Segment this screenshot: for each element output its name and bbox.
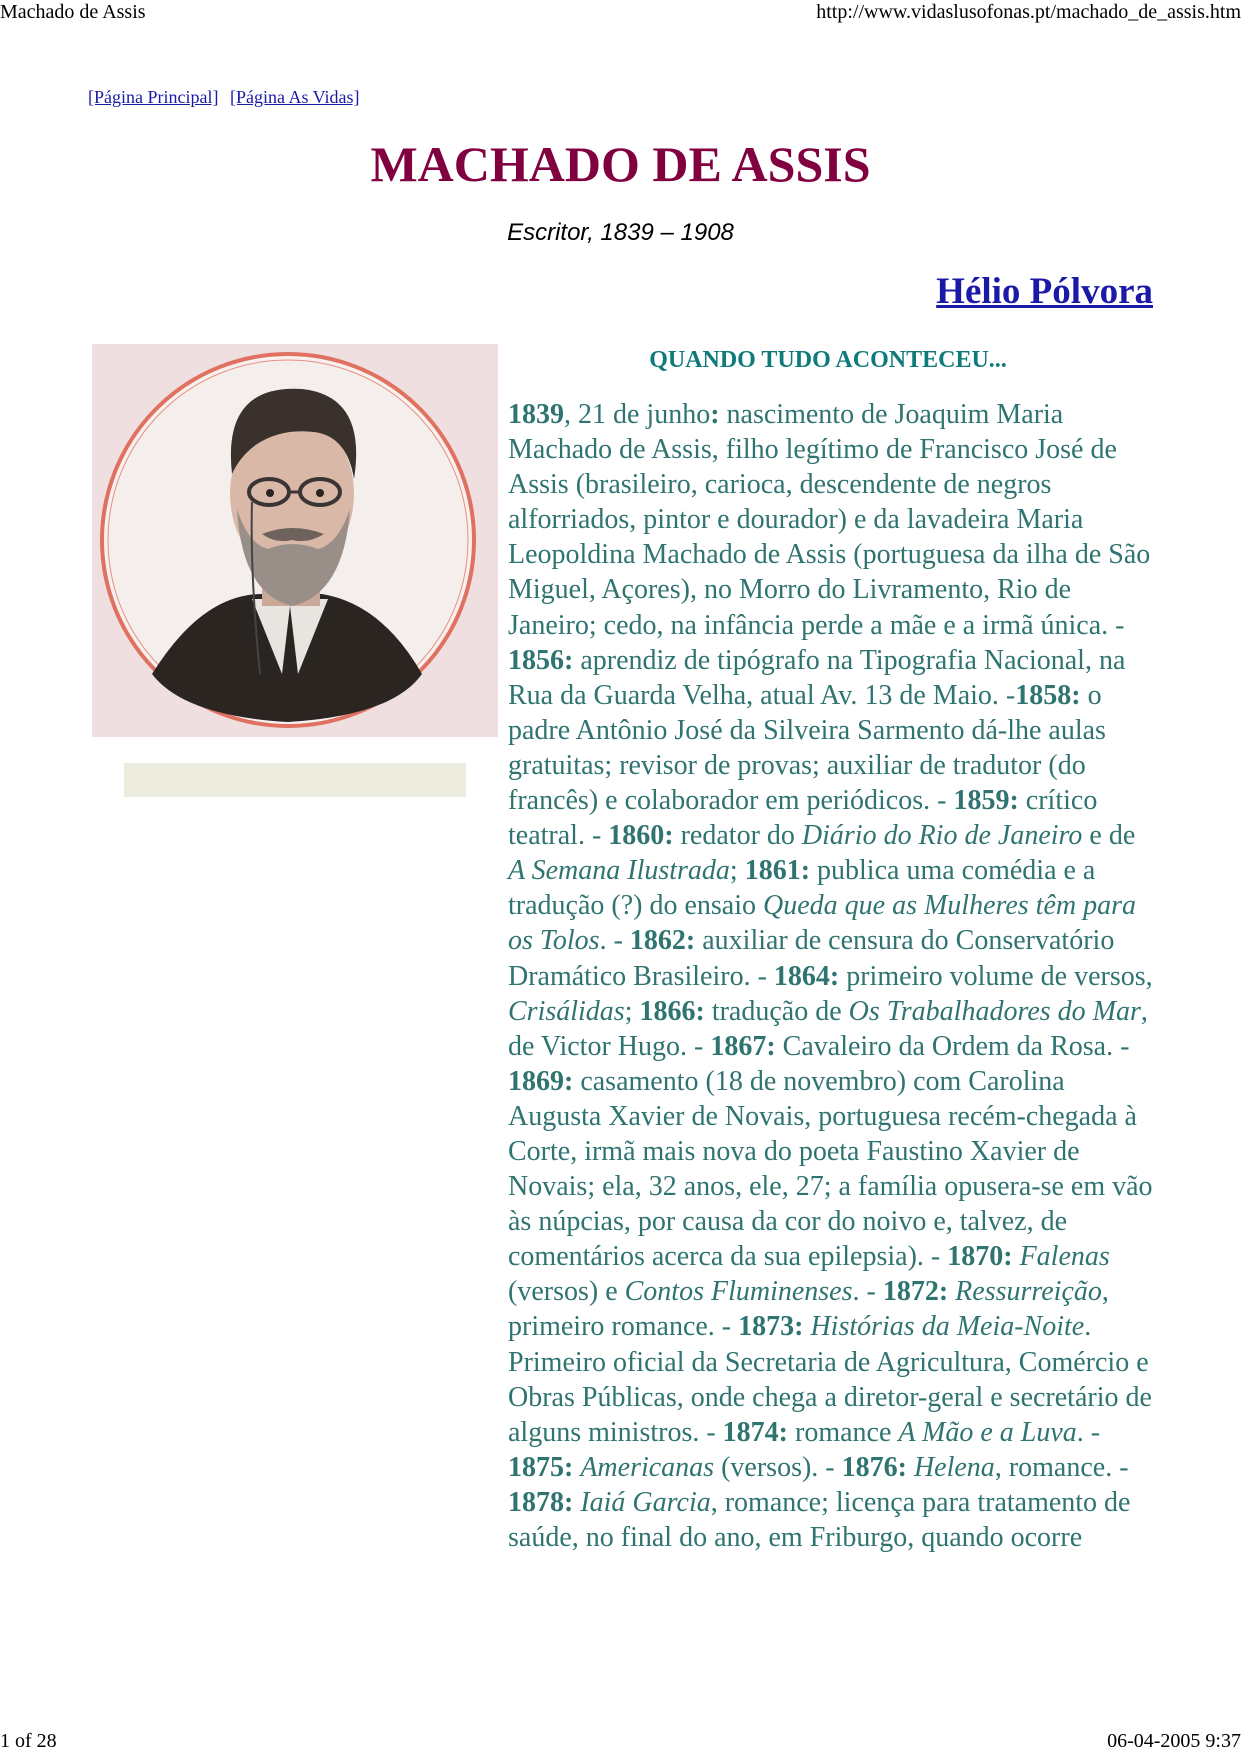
- timeline-year: :: [710, 399, 720, 430]
- print-header-title: Machado de Assis: [0, 1, 146, 23]
- timeline-work-title: Histórias da Meia-Noite: [810, 1311, 1085, 1343]
- timeline-segment: redator do: [673, 820, 802, 852]
- timeline-work-title: Diário do Rio de Janeiro: [801, 820, 1083, 852]
- timeline-segment: , 21 de junho: [564, 399, 711, 430]
- timeline-work-title: Crisálidas: [508, 995, 625, 1027]
- portrait-caption-box: [124, 763, 466, 797]
- timeline-text: [508, 397, 1154, 1555]
- timeline-year: 1878:: [508, 1486, 574, 1518]
- timeline-year: 1874:: [722, 1416, 788, 1448]
- timeline-work-title: Falenas: [1019, 1241, 1110, 1273]
- timeline-work-title: Helena: [913, 1451, 995, 1483]
- timeline-year: 1866:: [639, 995, 705, 1027]
- timeline-segment: nascimento de Joaquim Maria Machado de Assis, filho legítimo de Francisco José de Assis (brasileiro, carioca, descendente de negros alforriados, pintor e dourador) e da lavadeira Maria Leopoldina Machado de Assis (portuguesa da ilha de São Miguel, Açores), no Morro do Livramento, Rio de Janeiro; cedo, na infância perde a mãe e a irmã única. -: [508, 399, 1151, 641]
- timeline-segment: aprendiz de tipógrafo na Tipografia Nacional, na Rua da Guarda Velha, atual Av. 13 de Maio. -: [508, 644, 1126, 711]
- timeline-year: 1873:: [738, 1311, 804, 1343]
- timeline-year: 1864:: [773, 960, 840, 992]
- timeline-year: 1856:: [508, 644, 574, 676]
- timeline-year: 1875:: [508, 1451, 574, 1483]
- timeline-work-title: Queda que as Mulheres têm para os Tolos: [508, 890, 1137, 957]
- timeline-segment: . -: [599, 925, 630, 957]
- timeline-year: 1876:: [841, 1451, 907, 1483]
- timeline-year: 1862:: [629, 925, 696, 957]
- timeline-work-title: Iaiá Garcia: [580, 1486, 711, 1518]
- timeline-year: 1858:: [1015, 679, 1081, 711]
- timeline-segment: (versos). -: [714, 1451, 842, 1483]
- timeline-year: 1867:: [710, 1030, 776, 1062]
- section-heading: QUANDO TUDO ACONTECEU...: [649, 347, 1007, 373]
- author-link[interactable]: Hélio Pólvora: [936, 271, 1153, 312]
- timeline-segment: [1013, 1241, 1020, 1272]
- timeline-year: 1839: [508, 399, 564, 430]
- timeline-work-title: Contos Fluminenses: [624, 1276, 853, 1308]
- timeline-year: 1872:: [882, 1276, 949, 1308]
- nav-link-main-page[interactable]: [Página Principal]: [88, 87, 219, 107]
- timeline-segment: . Primeiro oficial da Secretaria de Agricultura, Comércio e Obras Públicas, onde chega a diretor-geral e secretário de alguns ministros. -: [508, 1311, 1152, 1448]
- timeline-segment: primeiro volume de versos,: [839, 960, 1153, 992]
- timeline-segment: , de Victor Hugo. -: [508, 995, 1148, 1062]
- timeline-segment: , romance. -: [994, 1451, 1129, 1483]
- timeline-segment: . -: [852, 1276, 883, 1308]
- timeline-segment: ;: [729, 855, 745, 887]
- timeline-year: 1870:: [947, 1241, 1013, 1273]
- nav-links: [88, 86, 367, 108]
- timeline-segment: Cavaleiro da Ordem da Rosa. -: [775, 1030, 1130, 1062]
- timeline-work-title: Ressurreição: [955, 1276, 1102, 1308]
- timeline-segment: e de: [1082, 820, 1136, 852]
- timeline-year: 1869:: [508, 1065, 574, 1097]
- timeline-segment: [907, 1452, 914, 1483]
- timeline-segment: casamento (18 de novembro) com Carolina Augusta Xavier de Novais, portuguesa recém-chegada à Corte, irmã mais nova do poeta Faustino Xavier de Novais; ela, 32 anos, ele, 27; a família opusera-se em vão às núpcias, por causa da cor do noivo e, talvez, de comentários acerca da sua epilepsia). -: [508, 1065, 1153, 1273]
- timeline-work-title: Os Trabalhadores do Mar: [848, 995, 1141, 1027]
- timeline-segment: auxiliar de censura do Conservatório Dramático Brasileiro. -: [508, 925, 1115, 992]
- timeline-year: 1861:: [744, 855, 811, 887]
- timeline-segment: , primeiro romance. -: [508, 1276, 1109, 1343]
- portrait-image: [92, 344, 498, 737]
- timeline-year: 1859:: [953, 785, 1019, 817]
- timeline-work-title: A Mão e a Luva: [898, 1416, 1077, 1448]
- timeline-segment: crítico teatral. -: [508, 785, 1098, 852]
- print-footer-page: 1 of 28: [0, 1730, 57, 1752]
- timeline-segment: tradução de: [704, 995, 849, 1027]
- print-header-url: http://www.vidaslusofonas.pt/machado_de_assis.htm: [816, 1, 1241, 23]
- nav-link-lives-page[interactable]: [Página As Vidas]: [229, 87, 360, 107]
- print-footer-datetime: 06-04-2005 9:37: [1107, 1730, 1241, 1752]
- page-subtitle: Escritor, 1839 – 1908: [507, 219, 734, 246]
- timeline-work-title: A Semana Ilustrada: [508, 855, 730, 887]
- page-title: MACHADO DE ASSIS: [370, 136, 871, 192]
- timeline-segment: (versos) e: [508, 1276, 625, 1308]
- timeline-segment: o padre Antônio José da Silveira Sarmento dá-lhe aulas gratuitas; revisor de provas; auxiliar de tradutor (do francês) e colaborador em periódicos. -: [508, 679, 1106, 817]
- timeline-segment: romance: [788, 1416, 899, 1448]
- timeline-segment: . -: [1076, 1416, 1101, 1448]
- timeline-segment: , romance; licença para tratamento de saúde, no final do ano, em Friburgo, quando ocorre: [508, 1486, 1131, 1553]
- timeline-work-title: Americanas: [580, 1451, 715, 1483]
- timeline-segment: publica uma comédia e a tradução (?) do ensaio: [508, 855, 1096, 922]
- timeline-year: 1860:: [608, 820, 674, 852]
- timeline-segment: ;: [624, 995, 640, 1027]
